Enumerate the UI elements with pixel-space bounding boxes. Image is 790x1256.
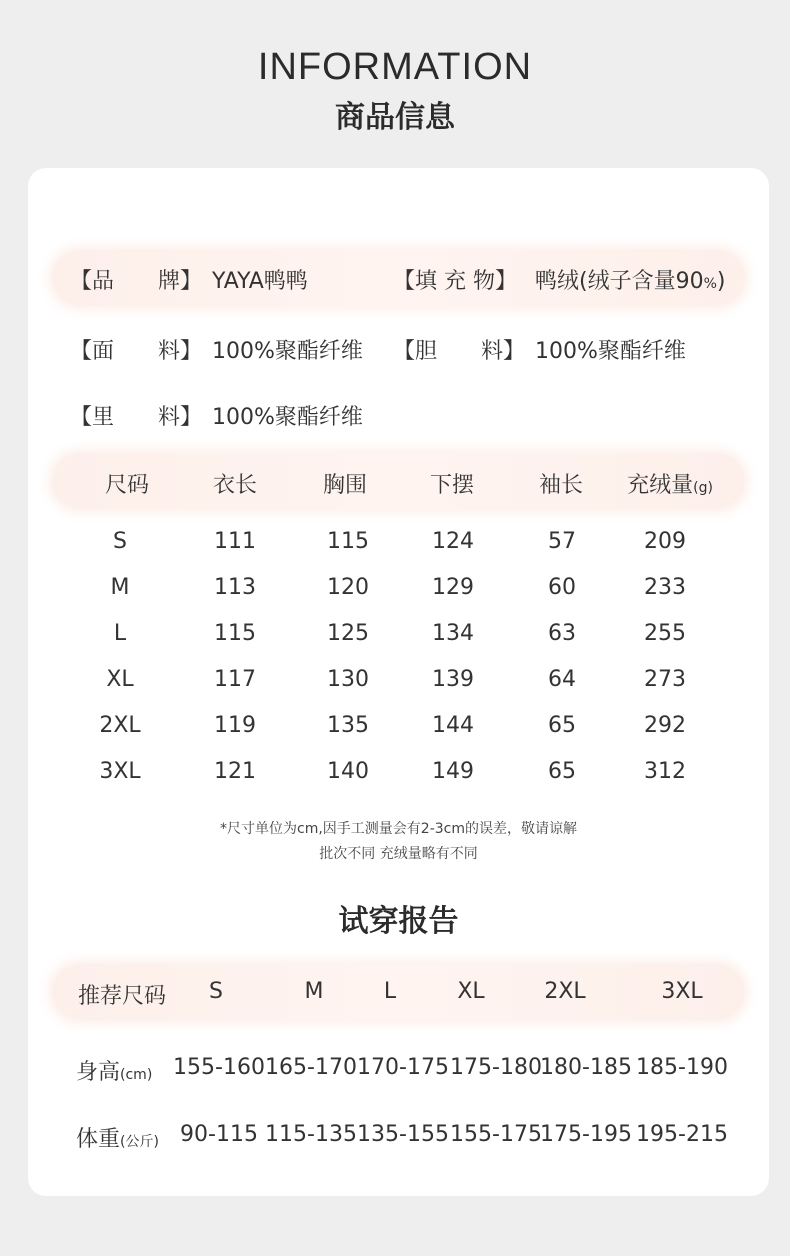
hem-col-header: 下摆 bbox=[429, 473, 475, 498]
size-cell-chest: 140 bbox=[327, 759, 369, 784]
size-cell-length: 119 bbox=[214, 713, 256, 738]
note-line-2: 批次不同 充绒量略有不同 bbox=[319, 846, 478, 862]
size-cell-hem: 134 bbox=[432, 621, 474, 646]
height-range: 175-180 bbox=[450, 1055, 542, 1080]
size-cell-chest: 120 bbox=[327, 575, 369, 600]
fill-col-header: 充绒量(g) bbox=[627, 473, 713, 498]
size-cell-length: 115 bbox=[214, 621, 256, 646]
size-cell-chest: 130 bbox=[327, 667, 369, 692]
height-label: 身高(cm) bbox=[76, 1060, 153, 1085]
lining-value: 100%聚酯纤维 bbox=[212, 405, 363, 430]
title-cn: 商品信息 bbox=[335, 100, 455, 135]
fabric-value: 100%聚酯纤维 bbox=[212, 339, 363, 364]
weight-label: 体重(公斤) bbox=[76, 1127, 159, 1152]
size-cell-fill: 273 bbox=[644, 667, 686, 692]
size-cell-length: 111 bbox=[214, 529, 256, 554]
recommended-size-label: 推荐尺码 bbox=[78, 984, 167, 1009]
brand-value: YAYA鸭鸭 bbox=[212, 269, 308, 294]
size-cell-sleeve: 60 bbox=[548, 575, 576, 600]
liner-value: 100%聚酯纤维 bbox=[535, 339, 686, 364]
size-cell-size: XL bbox=[106, 667, 134, 692]
weight-range: 90-115 bbox=[180, 1122, 258, 1147]
size-cell-sleeve: 65 bbox=[548, 759, 576, 784]
height-range: 155-160 bbox=[173, 1055, 265, 1080]
weight-range: 155-175 bbox=[450, 1122, 542, 1147]
size-cell-fill: 209 bbox=[644, 529, 686, 554]
size-cell-fill: 292 bbox=[644, 713, 686, 738]
liner-label: 【胆 料】 bbox=[393, 339, 526, 364]
chest-col-header: 胸围 bbox=[322, 473, 368, 498]
height-range: 185-190 bbox=[636, 1055, 728, 1080]
length-col-header: 衣长 bbox=[212, 473, 258, 498]
lining-label: 【里 料】 bbox=[70, 405, 203, 430]
note-line-1: *尺寸单位为cm,因手工测量会有2-3cm的误差，敬请谅解 bbox=[220, 821, 577, 837]
size-cell-sleeve: 63 bbox=[548, 621, 576, 646]
recommended-size: 2XL bbox=[544, 979, 586, 1004]
size-cell-sleeve: 57 bbox=[548, 529, 576, 554]
recommended-size: XL bbox=[457, 979, 485, 1004]
size-cell-length: 113 bbox=[214, 575, 256, 600]
size-cell-length: 117 bbox=[214, 667, 256, 692]
filling-label: 【填 充 物】 bbox=[393, 269, 517, 294]
size-cell-size: M bbox=[110, 575, 130, 600]
size-cell-chest: 125 bbox=[327, 621, 369, 646]
height-range: 170-175 bbox=[357, 1055, 449, 1080]
recommended-size: M bbox=[304, 979, 324, 1004]
size-cell-fill: 312 bbox=[644, 759, 686, 784]
weight-range: 115-135 bbox=[265, 1122, 357, 1147]
height-range: 165-170 bbox=[265, 1055, 357, 1080]
fit-report-title: 试穿报告 bbox=[338, 904, 459, 939]
fabric-label: 【面 料】 bbox=[70, 339, 203, 364]
size-cell-size: 3XL bbox=[99, 759, 141, 784]
size-cell-chest: 135 bbox=[327, 713, 369, 738]
height-range: 180-185 bbox=[540, 1055, 632, 1080]
brand-label: 【品 牌】 bbox=[70, 269, 203, 294]
size-cell-size: L bbox=[113, 621, 127, 646]
size-cell-hem: 124 bbox=[432, 529, 474, 554]
size-cell-hem: 129 bbox=[432, 575, 474, 600]
weight-range: 175-195 bbox=[540, 1122, 632, 1147]
size-cell-sleeve: 65 bbox=[548, 713, 576, 738]
size-cell-length: 121 bbox=[214, 759, 256, 784]
size-cell-size: S bbox=[113, 529, 127, 554]
size-cell-size: 2XL bbox=[99, 713, 141, 738]
size-cell-fill: 255 bbox=[644, 621, 686, 646]
info-card bbox=[28, 168, 769, 1196]
size-cell-hem: 149 bbox=[432, 759, 474, 784]
size-cell-hem: 144 bbox=[432, 713, 474, 738]
title-en: INFORMATION bbox=[257, 46, 533, 88]
filling-value: 鸭绒(绒子含量90%) bbox=[535, 269, 726, 294]
size-cell-chest: 115 bbox=[327, 529, 369, 554]
size-cell-hem: 139 bbox=[432, 667, 474, 692]
size-cell-sleeve: 64 bbox=[548, 667, 576, 692]
recommended-size: S bbox=[209, 979, 223, 1004]
weight-range: 135-155 bbox=[357, 1122, 449, 1147]
recommended-size: 3XL bbox=[661, 979, 703, 1004]
sleeve-col-header: 袖长 bbox=[538, 473, 584, 498]
size-col-header: 尺码 bbox=[104, 473, 150, 498]
recommended-size: L bbox=[383, 979, 397, 1004]
size-cell-fill: 233 bbox=[644, 575, 686, 600]
weight-range: 195-215 bbox=[636, 1122, 728, 1147]
